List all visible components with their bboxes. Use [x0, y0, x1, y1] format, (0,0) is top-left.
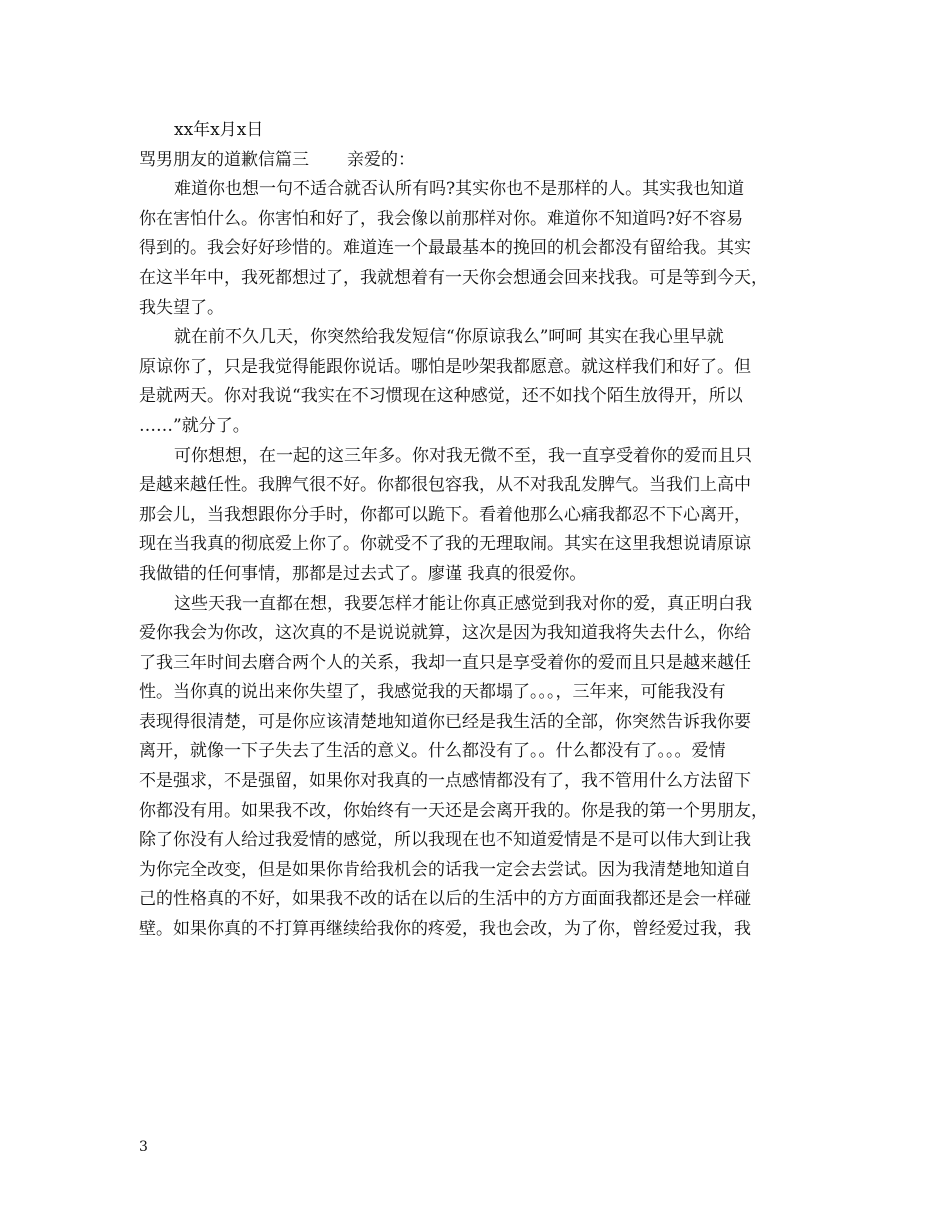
- paragraph-1: [139, 175, 829, 323]
- text-line: 我失望了。: [139, 297, 224, 318]
- text-line: 得到的。我会好好珍惜的。难道连一个最最基本的挽回的机会都没有留给我。其实: [139, 238, 751, 259]
- text-line: 那会儿，当我想跟你分手时，你都可以跪下。看着他那么心痛我都忍不下心离开，: [139, 504, 751, 525]
- text-line: 现在当我真的彻底爱上你了。你就受不了我的无理取闹。其实在这里我想说请原谅: [139, 534, 751, 555]
- text-line: 可你想想，在一起的这三年多。你对我无微不至，我一直享受着你的爱而且只: [174, 445, 752, 466]
- letter-heading: 骂男朋友的道歉信篇三: [139, 149, 309, 170]
- paragraph-4: [139, 590, 829, 945]
- text-line: 离开，就像一下子失去了生活的意义。什么都没有了。。什么都没有了。。。爱情: [139, 741, 726, 762]
- letter-body: [139, 116, 829, 945]
- text-line: 你都没有用。如果我不改，你始终有一天还是会离开我的。你是我的第一个男朋友，: [139, 800, 768, 821]
- text-line: ……”就分了。: [139, 415, 250, 436]
- date-line: xx年x月x日: [174, 120, 264, 140]
- paragraph-3: [139, 442, 829, 590]
- text-line: 为你完全改变，但是如果你肯给我机会的话我一定会去尝试。因为我清楚地知道自: [139, 859, 751, 880]
- text-line: 不是强求，不是强留，如果你对我真的一点感情都没有了，我不管用什么方法留下: [139, 771, 751, 792]
- text-line: 己的性格真的不好，如果我不改的话在以后的生活中的方方面面我都还是会一样碰: [139, 889, 751, 910]
- text-line: 壁。如果你真的不打算再继续给我你的疼爱，我也会改，为了你，曾经爱过我，我: [139, 919, 751, 940]
- text-line: 表现得很清楚，可是你应该清楚地知道你已经是我生活的全部，你突然告诉我你要: [139, 711, 751, 732]
- text-line: 你在害怕什么。你害怕和好了，我会像以前那样对你。难道你不知道吗?好不容易: [139, 208, 744, 229]
- text-line: 除了你没有人给过我爱情的感觉，所以我现在也不知道爱情是不是可以伟大到让我: [139, 830, 751, 851]
- paragraph-2: [139, 323, 829, 441]
- text-line: 爱你我会为你改，这次真的不是说说就算，这次是因为我知道我将失去什么，你给: [139, 623, 751, 644]
- text-line: 性。当你真的说出来你失望了，我感觉我的天都塌了。。。，三年来，可能我没有: [139, 682, 726, 703]
- text-line: 原谅你了，只是我觉得能跟你说话。哪怕是吵架我都愿意。就这样我们和好了。但: [139, 356, 751, 377]
- text-line: 是越来越任性。我脾气很不好。你都很包容我，从不对我乱发脾气。当我们上高中: [139, 475, 751, 496]
- text-line: 难道你也想一句不适合就否认所有吗?其实你也不是那样的人。其实我也知道: [174, 179, 745, 200]
- text-line: 在这半年中，我死都想过了，我就想着有一天你会想通会回来找我。可是等到今天，: [139, 267, 768, 288]
- text-line: 是就两天。你对我说“我实在不习惯现在这种感觉，还不如找个陌生放得开，所以: [139, 386, 743, 407]
- text-line: 就在前不久几天，你突然给我发短信“你原谅我么”呵呵 其实在我心里早就: [174, 327, 724, 348]
- text-line: 了我三年时间去磨合两个人的关系，我却一直只是享受着你的爱而且只是越来越任: [139, 652, 751, 673]
- text-line: 这些天我一直都在想，我要怎样才能让你真正感觉到我对你的爱，真正明白我: [174, 593, 752, 614]
- text-line: 我做错的任何事情，那都是过去式了。廖谨 我真的很爱你。: [139, 563, 587, 584]
- greeting: 亲爱的：: [347, 149, 415, 170]
- heading-line: [139, 146, 829, 176]
- page-number: 3: [139, 1139, 148, 1155]
